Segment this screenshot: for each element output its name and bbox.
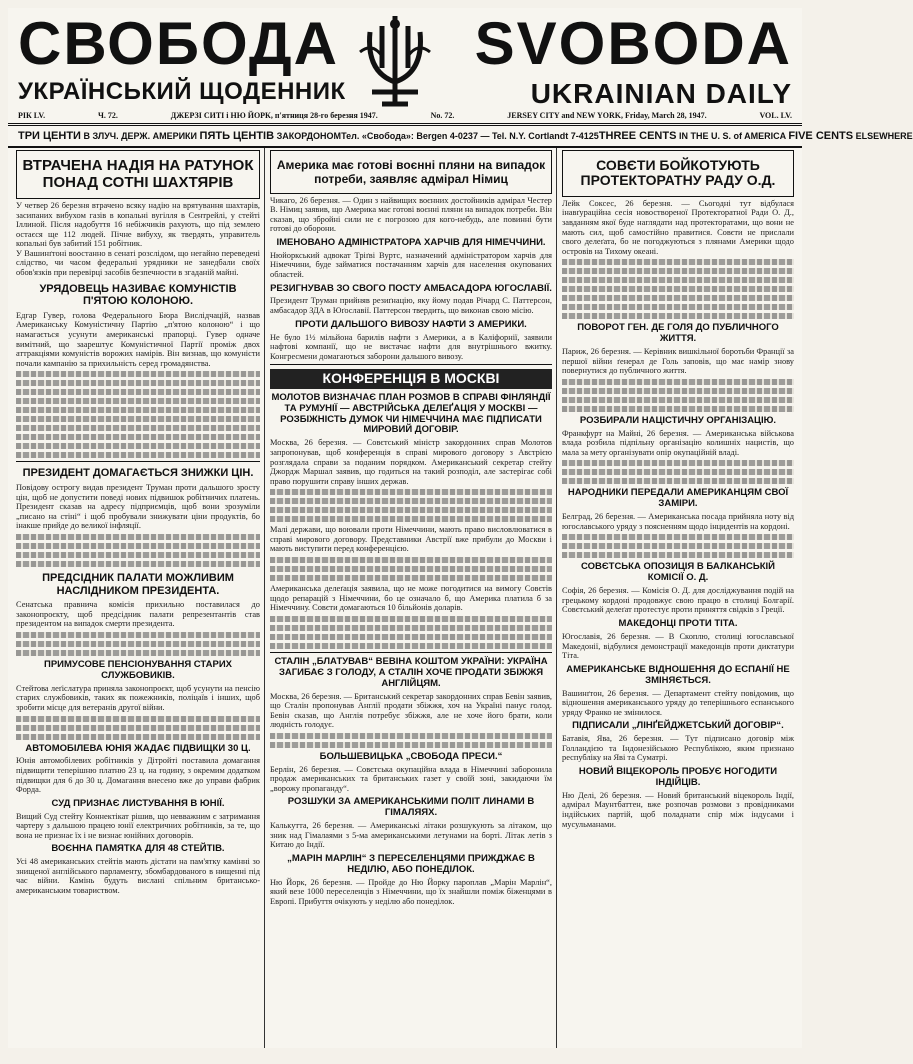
newspaper-page (8, 8, 913, 1048)
headline-box (270, 150, 552, 194)
article-text: Париж, 26 березня. — Керівник вишкільної боротьби Франції за першої війни ґенерал де Голь заповів, що має намір знову повернутися до публичного життя. (562, 347, 794, 376)
article-text: Усі 48 американських стейтів мають дістати на пам'ятку камінні зо знищеної англійського парламенту, збомбардованого в нищенні під час війни. Камінь будуть вислані спільним британсько-американським товариством. (16, 857, 260, 896)
headline-macedonians: МАКЕДОНЦІ ПРОТИ ТІТА. (618, 618, 738, 630)
text-filler (270, 557, 552, 581)
article-text: Нюйоркський адвокат Тріґві Вуртс, назначений адміністратором харчів для Німеччини, буде займатися постачанням харчів для населення окупованих областей. (270, 250, 552, 279)
headline-linggadjati: ПІДПИСАЛИ „ЛІНҐЕЙДЖЕТСЬКИЙ ДОГОВІР“. (572, 720, 784, 732)
headline-balkan: СОВЄТСЬКА ОПОЗИЦІЯ В БАЛКАНСЬКІЙ КОМІСІЇ О. Д. (581, 561, 775, 584)
subtitle-english: UKRAINIAN DAILY (530, 78, 792, 109)
article-text: Берлін, 26 березня. — Совєтська окупаційна влада в Німеччині заборонила продаж американських та британських газет у своїй зоні, закидаючи їм „ворожу пропаганду“. (270, 764, 552, 793)
article-text: Стейтова леґіслатура приняла законопроєкт, щоб усунути на пенсію старих службовиків, таких як пожежників, поліцаїв і інших, щоб зробити місце для ветеранів другої війни. (16, 683, 260, 712)
article-text: Софія, 26 березня. — Комісія О. Д. для досліджування подій на грецькому кордоні продовжує свою працю в столиці Болгарії. Совєтський делеґат протестує проти приняття свідків з Греції. (562, 586, 794, 615)
headline-marine-marlin: „МАРІН МАРЛІН“ З ПЕРЕСЕЛЕНЦЯМИ ПРИЖДЖАЄ В НЕДІЛЮ, АБО ПОНЕДІЛОК. (287, 853, 535, 875)
subheadline-moscow: МОЛОТОВ ВИЗНАЧАЄ ПЛАН РОЗМОВ В СПРАВІ ФІНЛЯНДІЇ ТА РУМУНІЇ — АВСТРІЙСЬКА ДЕЛЕҐАЦІЯ У МОСКВІ — РОЗБІЖНІСТЬ ДУМОК ЧИ НІМЕЧЧИНА МАЄ ПІДПИСАТИ МИРОВИЙ ДОГОВІР. (271, 391, 551, 436)
article-text: Юнія автомобілевих робітників у Дітройті поставила домагання підвищити теперішню платню 23 ц. на годину, з окремим додатком підвищки для 6 до 30 ц. Домагання внесено вже до управи фабрик Форда. (16, 756, 260, 795)
issue-date-en: JERSEY CITY and NEW YORK, Friday, March 28, 1947. (507, 111, 707, 120)
volume-en: VOL. LV. (759, 111, 792, 120)
headline-box (16, 150, 260, 199)
article-text: У Вашинґтоні воостанно в сенаті розслідом, що негайно переведені слідство, чи часом федеральні урядники не занедбали своїх обов'язків при перевірці засобів безпечности в згаданій майні. (16, 248, 260, 278)
price-uk-note: В ЗЛУЧ. ДЕРЖ. АМЕРИКИ (83, 131, 198, 141)
price-uk-abroad-note: ЗАКОРДОНОМ (276, 131, 342, 141)
year-volume-uk: РІК LV. (18, 111, 46, 120)
headline-oil: ПРОТИ ДАЛЬШОГО ВИВОЗУ НАФТИ З АМЕРИКИ. (295, 318, 527, 330)
phone-line: Тел. «Свобода»: Bergen 4-0237 — Tel. N.Y. Cortlandt 7-4125 (341, 131, 599, 141)
article-text: Не було 1½ мільйона барилів нафти з Америки, а в Каліфорнії, заявили нафтові компанії, що не вистачає нафти для внутрішнього вжитку. Конгресмени домагаються заборони дальшого вивозу. (270, 332, 552, 361)
headline-prices: ПРЕЗИДЕНТ ДОМАГАЄТЬСЯ ЗНИЖКИ ЦІН. (22, 467, 254, 480)
headline-speaker: ПРЕДСІДНИК ПАЛАТИ МОЖЛИВИМ НАСЛІДНИКОМ ПРЕЗИДЕНТА. (42, 571, 234, 597)
issue-info-line (18, 111, 792, 120)
headline-ambassador: РЕЗИГНУВАВ ЗО СВОГО ПОСТУ АМБАСАДОРА ЮГОСЛАВІЇ. (270, 282, 552, 294)
article-text: Лейк Соксес, 26 березня. — Сьогодні тут відбулася інавґураційна сесія новоствореної Протекторатної Ради О. Д., завданням якої буде наглядати над протекторатами, що вони не мають сил, щоб самостійно правитися. Совєти не прислали свого делеґата, бо не погоджуються з плянами Америки щодо островів на Тихому океані. (562, 198, 794, 256)
article-text: Едгар Гувер, голова Федерального Бюра Вислідчацій, назвав Американську Комуністичну Партію „п'ятою колоною“ і що намагається усунути американські прапорці. Гувер одначе вимітний, що заарештує Комуністичної Партії проміж двох аттракціями комуністів ворожих намірів. Він визнав, що комуністи почали кампанію за прихильність серед громадянства. (16, 310, 260, 368)
headline-himalaya: РОЗШУКИ ЗА АМЕРИКАНСЬКИМИ ПОЛІТ ЛИНАМИ В ГІМАЛЯЯХ. (287, 796, 535, 819)
headline-box (562, 150, 794, 197)
price-en-abroad: FIVE CENTS (788, 130, 854, 142)
article-text: У четвер 26 березня втрачено всяку надію на врятування шахтарів, засипаних вибухом газів в копальні вугілля в Сентрейлі, у стейті Іллиной. Після надобуття 16 небіжчиків рахують, що під землею остаєся ще 112 людей. Пічне вибуху, як твердять, управитель копальні був забитий 151 робітник. (16, 201, 260, 249)
text-filler (270, 489, 552, 522)
article-text: Франкфурт на Майні, 26 березня. — Американська військова влада розбила підпільну організацію колишніх нацистів, що мала за мету організувати опір окупаційній владі. (562, 428, 794, 457)
subtitle-ukrainian: УКРАЇНСЬКИЙ ЩОДЕННИК (18, 78, 346, 105)
article-text: Москва, 26 березня. — Совєтський міністр закордонних справ Молотов запропонував, щоб конференція в справі мирового договору з Австрією розглядала справи за поданим порядком. Американський секретар стейту Джордж Маршал заявив, що годиться на такий розподіл, але застерігає собі право порушити справу інших держав. (270, 438, 552, 486)
price-uk-abroad: ПЯТЬ ЦЕНТІВ (199, 130, 275, 142)
text-filler (562, 379, 794, 412)
price-en-note: IN THE U. S. of AMERICA (678, 131, 786, 141)
headline-yugoslav: НАРОДНИКИ ПЕРЕДАЛИ АМЕРИКАНЦЯМ СВОЇ ЗАМІРИ. (567, 487, 789, 510)
headline-miners: ВТРАЧЕНА НАДІЯ НА РАТУНОК ПОНАД СОТНІ ШАХТЯРІВ (22, 157, 254, 191)
headline-nimitz: Америка має готові воєнні пляни на випадок потреби, заявляє адмірал Німиц (276, 158, 546, 186)
article-text: Ню Йорк, 26 березня. — Пройде до Ню Йорку пароплав „Марін Марлін“, який везе 1000 переселенців з Німеччини, що їх знайшли поміж біженцями в Европі. Прибуття очікують у неділю або понеділок. (270, 877, 552, 907)
column-center (270, 148, 552, 1048)
headline-court: СУД ПРИЗНАЄ ЛИСТУВАННЯ В ЮНІЇ. (51, 797, 225, 809)
price-line (8, 126, 913, 148)
article-text: Чикаго, 26 березня. — Один з найвищих воєнних достойників адмірал Честер В. Німиц заявив, що Америка має готові воєнні пляни на випадок потреби. Він сказав, що збройні сили не є погрозою для кого-небудь, але повинні бути готові до оборони. (270, 195, 552, 234)
text-filler (16, 534, 260, 567)
text-filler (270, 616, 552, 649)
headline-spain: АМЕРИКАНСЬКЕ ВІДНОШЕННЯ ДО ЕСПАНІЇ НЕ ЗМІНЯЄТЬСЯ. (566, 663, 790, 686)
article-text: Президент Труман прийняв резиґнацію, яку йому подав Річард С. Паттерсон, амбасадор ЗДА в Юґославії. Паттерсон твердить, що виконав свою місію. (270, 296, 552, 316)
text-filler (562, 534, 794, 558)
price-uk: ТРИ ЦЕНТИ (18, 130, 81, 142)
article-text: Калькутта, 26 березня. — Американські літаки розшукують за літаком, що зник над Гімалаями з 5-ма американськими летунами на борті. Літак летів з Китаю до Індії. (270, 821, 552, 850)
article-columns (8, 148, 802, 1048)
headline-auto-union: АВТОМОБІЛЕВА ЮНІЯ ЖАДАЄ ПІДВИЩКИ 30 Ц. (25, 742, 251, 754)
text-filler (270, 733, 552, 748)
column-right (562, 148, 794, 1048)
trident-emblem-icon (352, 12, 438, 112)
price-en: THREE CENTS (598, 130, 677, 142)
headline-de-gaulle: ПОВОРОТ ГЕН. ДЕ ГОЛЯ ДО ПУБЛИЧНОГО ЖИТТЯ. (577, 322, 779, 345)
headline-moscow-conference: КОНФЕРЕНЦІЯ В МОСКВІ (270, 369, 552, 388)
article-text: Батавія, Ява, 26 березня. — Тут підписано договір між Голландією та Індонезійською Республікою, яким признано республіку на Яві та Суматрі. (562, 734, 794, 763)
headline-viceroy: НОВИЙ ВІЦЕКОРОЛЬ ПРОБУЄ НОГОДИТИ ІНДІЙЦІВ. (578, 765, 778, 788)
article-text: Повідову острогу видав президент Труман проти дальшого зросту цін, щоб не допустити поведі нових підвишок робітничих платень. Президент сказав на адресу підприємців, щоб вони зрозуміли „писано на стіні“ і щоб пробували знижувати ціни продуктів, бо інакше прийде до великої інфляції. (16, 483, 260, 531)
headline-pensions: ПРИМУСОВЕ ПЕНСІОНУВАННЯ СТАРИХ СЛУЖБОВИКІВ. (44, 658, 232, 681)
headline-stalin-bevin: СТАЛІН „БЛАТУВАВ“ ВЕВІНА КОШТОМ УКРАЇНИ: УКРАЇНА ЗАГИБАЄ З ГОЛОДУ, А СТАЛІН ХОЧЕ ПРОДАТИ ЗБІЖЖЯ АНГЛІЙЦЯМ. (274, 655, 548, 689)
article-text: Вищий Суд стейту Коннектікат рішив, що невважним є затримання чартеру з дальшою працею юнії електричних робітників, за те, що вона не признає їх і не визнає юнійних договорів. (16, 811, 260, 840)
text-filler (562, 460, 794, 484)
headline-communists: УРЯДОВЕЦЬ НАЗИВАЄ КОМУНІСТІВ П'ЯТОЮ КОЛОНОЮ. (39, 282, 237, 308)
headline-food-admin: ІМЕНОВАНО АДМІНІСТРАТОРА ХАРЧІВ ДЛЯ НІМЕЧЧИНИ. (276, 236, 546, 248)
text-filler (16, 632, 260, 656)
headline-nazi-org: РОЗБИРАЛИ НАЦІСТИЧНУ ОРГАНІЗАЦІЮ. (579, 414, 777, 426)
article-text: Малі держави, що воювали проти Німеччини, мають право висловлюватися в справі мирового договору. Представники Австрії вже прибули до Москви і мають виступити перед конференцією. (270, 525, 552, 554)
article-text: Москва, 26 березня. — Британський секретар закордонних справ Бевін заявив, що Сталін пропонував Англії продати збіжжя, хоч на Україні панує голод. Бевін сказав, що Англія потребує збіжжя, але не хоче його брати, коли людність голодує. (270, 691, 552, 730)
headline-soviet-boycott: СОВЄТИ БОЙКОТУЮТЬ ПРОТЕКТОРАТНУ РАДУ О.Д. (580, 157, 776, 189)
column-left (16, 148, 260, 1048)
headline-press: БОЛЬШЕВИЦЬКА „СВОБОДА ПРЕСИ.“ (319, 750, 503, 762)
headline-memorial: ВОЄННА ПАМЯТКА ДЛЯ 48 СТЕЙТІВ. (51, 843, 225, 855)
price-en-abroad-note: ELSEWHERE (855, 131, 913, 141)
article-text: Вашинґтон, 26 березня. — Департамент стейту повідомив, що відношення американського уряду до теперішнього еспанського уряду Франко не змінилося. (562, 688, 794, 717)
text-filler (562, 259, 794, 319)
title-ukrainian: СВОБОДА (18, 10, 339, 77)
masthead (8, 8, 802, 126)
article-text: Сенатська правнича комісія прихильно поставилася до законопроєкту, щоб предсідник палати репрезентантів став президентом на випадок смерти президента. (16, 600, 260, 629)
issue-number-uk: Ч. 72. (98, 111, 118, 120)
column-divider (556, 148, 557, 1048)
article-text: Белград, 26 березня. — Американська посада прийняла ноту від югославського уряду з поясненням щодо інцидентів на кордоні. (562, 512, 794, 531)
text-filler (16, 716, 260, 740)
article-text: Американська делеґація заявила, що не може погодитися на вимогу Совєтів щодо репарацій з Німеччини, бо це означало б, що Америка платила б за Німеччину. Совєти домагаються 10 більйонів доларів. (270, 584, 552, 613)
column-divider (264, 148, 265, 1048)
article-text: Ню Делі, 26 березня. — Новий британський віцекороль Індії, адмірал Маунтбаттен, вже розпочав розмови з провідниками індійських партій, щоб поладнати спір між індусами і мусульманами. (562, 790, 794, 829)
text-filler (16, 371, 260, 458)
title-english: SVOBODA (474, 10, 792, 77)
issue-date-uk: ДЖЕРЗІ СИТІ і НЮ ЙОРК, п'ятниця 28-го березня 1947. (170, 111, 378, 120)
issue-number-en: No. 72. (430, 111, 455, 120)
article-text: Югославія, 26 березня. — В Скоплю, столиці югославської Македонії, відбулися демонстрації македонців проти диктатури Тіта. (562, 631, 794, 661)
